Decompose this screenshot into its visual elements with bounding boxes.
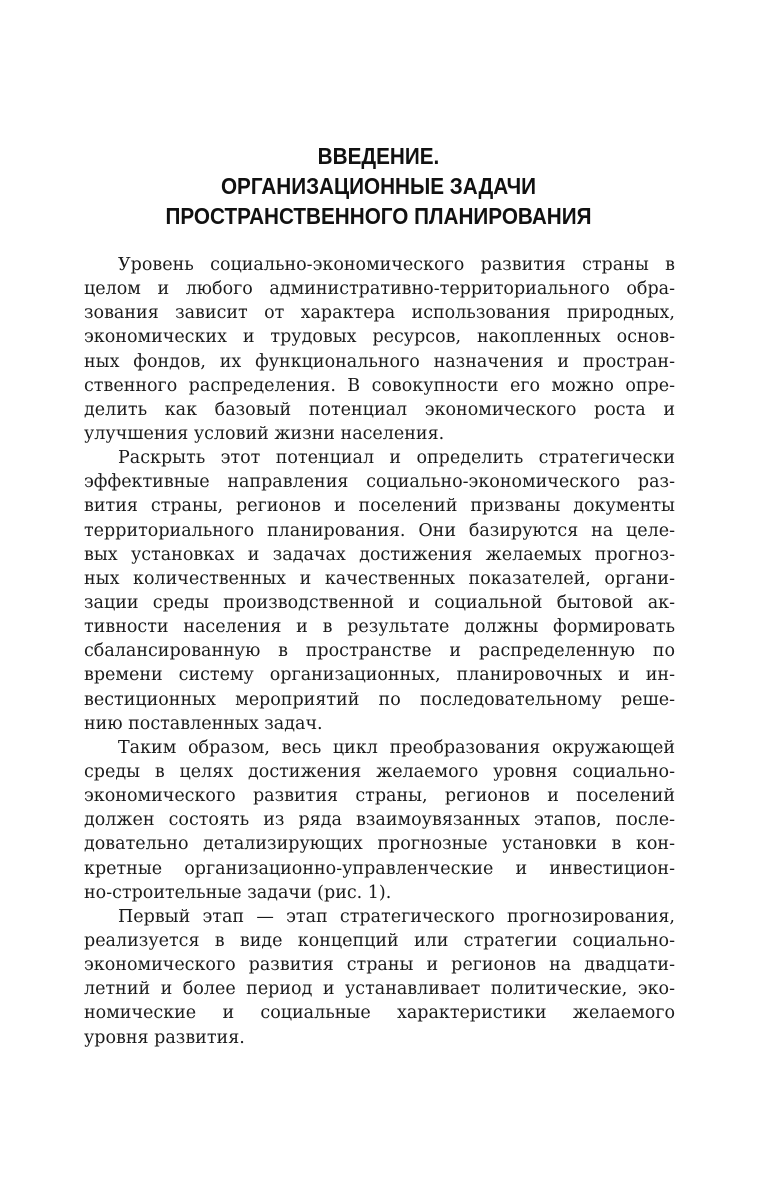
text-line: вестиционных мероприятий по последовательному реше- [84,689,675,710]
text-line: тивности населения и в результате должны формировать [84,617,675,638]
text-line: целом и любого административно-территориального обра- [84,279,675,300]
text-line: Раскрыть этот потенциал и определить стратегически [118,448,675,469]
heading-line-3: ПРОСТРАНСТВЕННОГО ПЛАНИРОВАНИЯ [165,203,592,229]
chapter-heading [92,141,665,231]
text-line: сбалансированную в пространстве и распределенную по [84,641,675,662]
text-line: территориального планирования. Они базируются на целе- [84,520,675,541]
text-line: ных фондов, их функционального назначения и простран- [84,351,675,372]
text-line: среды в целях достижения желаемого уровня социально- [84,761,675,782]
paragraph-1 [84,253,675,446]
text-line: Уровень социально-экономического развития страны в [118,255,675,275]
text-line: уровня развития. [84,1027,245,1048]
text-line: зации среды производственной и социальной бытовой ак- [84,592,675,613]
body-text [84,253,675,1050]
text-line: довательно детализирующих прогнозные установки в кон- [84,834,675,855]
paragraph-3 [84,736,675,905]
text-line: должен состоять из ряда взаимоувязанных этапов, после- [84,810,675,831]
paragraph-2 [84,446,675,736]
text-line: экономических и трудовых ресурсов, накопленных основ- [84,327,675,348]
paragraph-4 [84,905,675,1050]
text-line: делить как базовый потенциал экономического роста и [84,399,675,420]
text-line: эффективные направления социально-экономического раз- [84,472,675,493]
heading-line-2: ОРГАНИЗАЦИОННЫЕ ЗАДАЧИ [220,173,537,199]
text-line: кретные организационно-управленческие и инвестицион- [84,858,675,879]
text-line: экономического развития страны и регионов на двадцати- [84,955,675,976]
text-line: времени систему организационных, планировочных и ин- [84,665,675,686]
text-line: Первый этап — этап стратегического прогнозирования, [118,906,675,927]
text-line: номические и социальные характеристики желаемого [84,1003,675,1024]
text-line: вых установках и задачах достижения желаемых прогноз- [84,544,675,565]
text-line: Таким образом, весь цикл преобразования окружающей [118,737,675,758]
text-line: зования зависит от характера использования природных, [84,303,675,324]
text-line: нию поставленных задач. [84,713,323,734]
text-line: летний и более период и устанавливает политические, эко- [84,979,675,1000]
text-line: но-строительные задачи (рис. 1). [84,882,392,903]
text-line: экономического развития страны, регионов и поселений [84,786,675,807]
heading-line-1: ВВЕДЕНИЕ. [317,143,440,169]
text-line: ных количественных и качественных показателей, органи- [84,568,675,589]
text-line: ственного распределения. В совокупности его можно опре- [84,375,675,396]
text-line: реализуется в виде концепций или стратегии социально- [84,930,675,951]
text-line: вития страны, регионов и поселений призваны документы [84,496,675,517]
text-line: улучшения условий жизни населения. [84,423,445,444]
